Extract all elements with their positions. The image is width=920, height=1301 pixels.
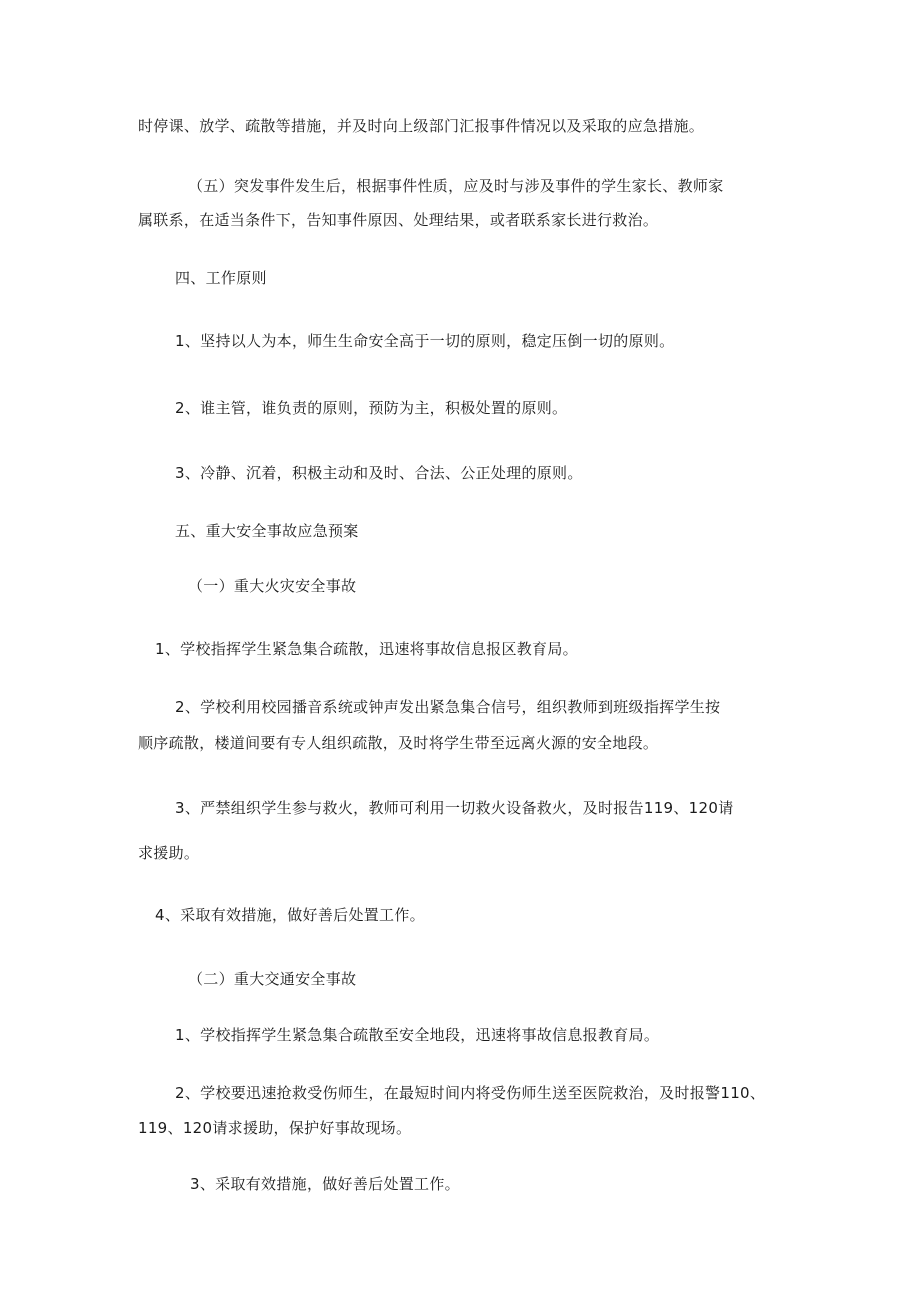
list-item: 1、学校指挥学生紧急集合疏散至安全地段，迅速将事故信息报教育局。: [175, 1026, 660, 1044]
paragraph-line: 属联系，在适当条件下，告知事件原因、处理结果，或者联系家长进行救治。: [138, 211, 659, 229]
list-item: 1、坚持以人为本，师生生命安全高于一切的原则，稳定压倒一切的原则。: [175, 332, 675, 350]
paragraph-line: 顺序疏散，楼道间要有专人组织疏散，及时将学生带至远离火源的安全地段。: [138, 734, 659, 752]
paragraph-line: （五）突发事件发生后，根据事件性质，应及时与涉及事件的学生家长、教师家: [188, 177, 724, 195]
paragraph-line: 119、120请求援助，保护好事故现场。: [138, 1119, 412, 1137]
list-item: 2、学校利用校园播音系统或钟声发出紧急集合信号，组织教师到班级指挥学生按: [175, 698, 721, 716]
section-heading: 四、工作原则: [175, 269, 267, 287]
paragraph-line: 求援助。: [138, 844, 200, 862]
list-item: 3、严禁组织学生参与救火，教师可利用一切救火设备救火，及时报告119、120请: [175, 799, 734, 817]
section-heading: 五、重大安全事故应急预案: [175, 522, 359, 540]
list-item: 1、学校指挥学生紧急集合疏散，迅速将事故信息报区教育局。: [155, 640, 578, 658]
paragraph-line: 时停课、放学、疏散等措施，并及时向上级部门汇报事件情况以及采取的应急措施。: [138, 117, 705, 135]
list-item: 3、采取有效措施，做好善后处置工作。: [190, 1175, 460, 1193]
subsection-heading: （一）重大火灾安全事故: [188, 577, 357, 595]
list-item: 4、采取有效措施，做好善后处置工作。: [155, 906, 425, 924]
list-item: 2、谁主管，谁负责的原则，预防为主，积极处置的原则。: [175, 399, 568, 417]
list-item: 3、冷静、沉着，积极主动和及时、合法、公正处理的原则。: [175, 464, 583, 482]
subsection-heading: （二）重大交通安全事故: [188, 970, 357, 988]
list-item: 2、学校要迅速抢救受伤师生，在最短时间内将受伤师生送至医院救治，及时报警110、: [175, 1084, 766, 1102]
